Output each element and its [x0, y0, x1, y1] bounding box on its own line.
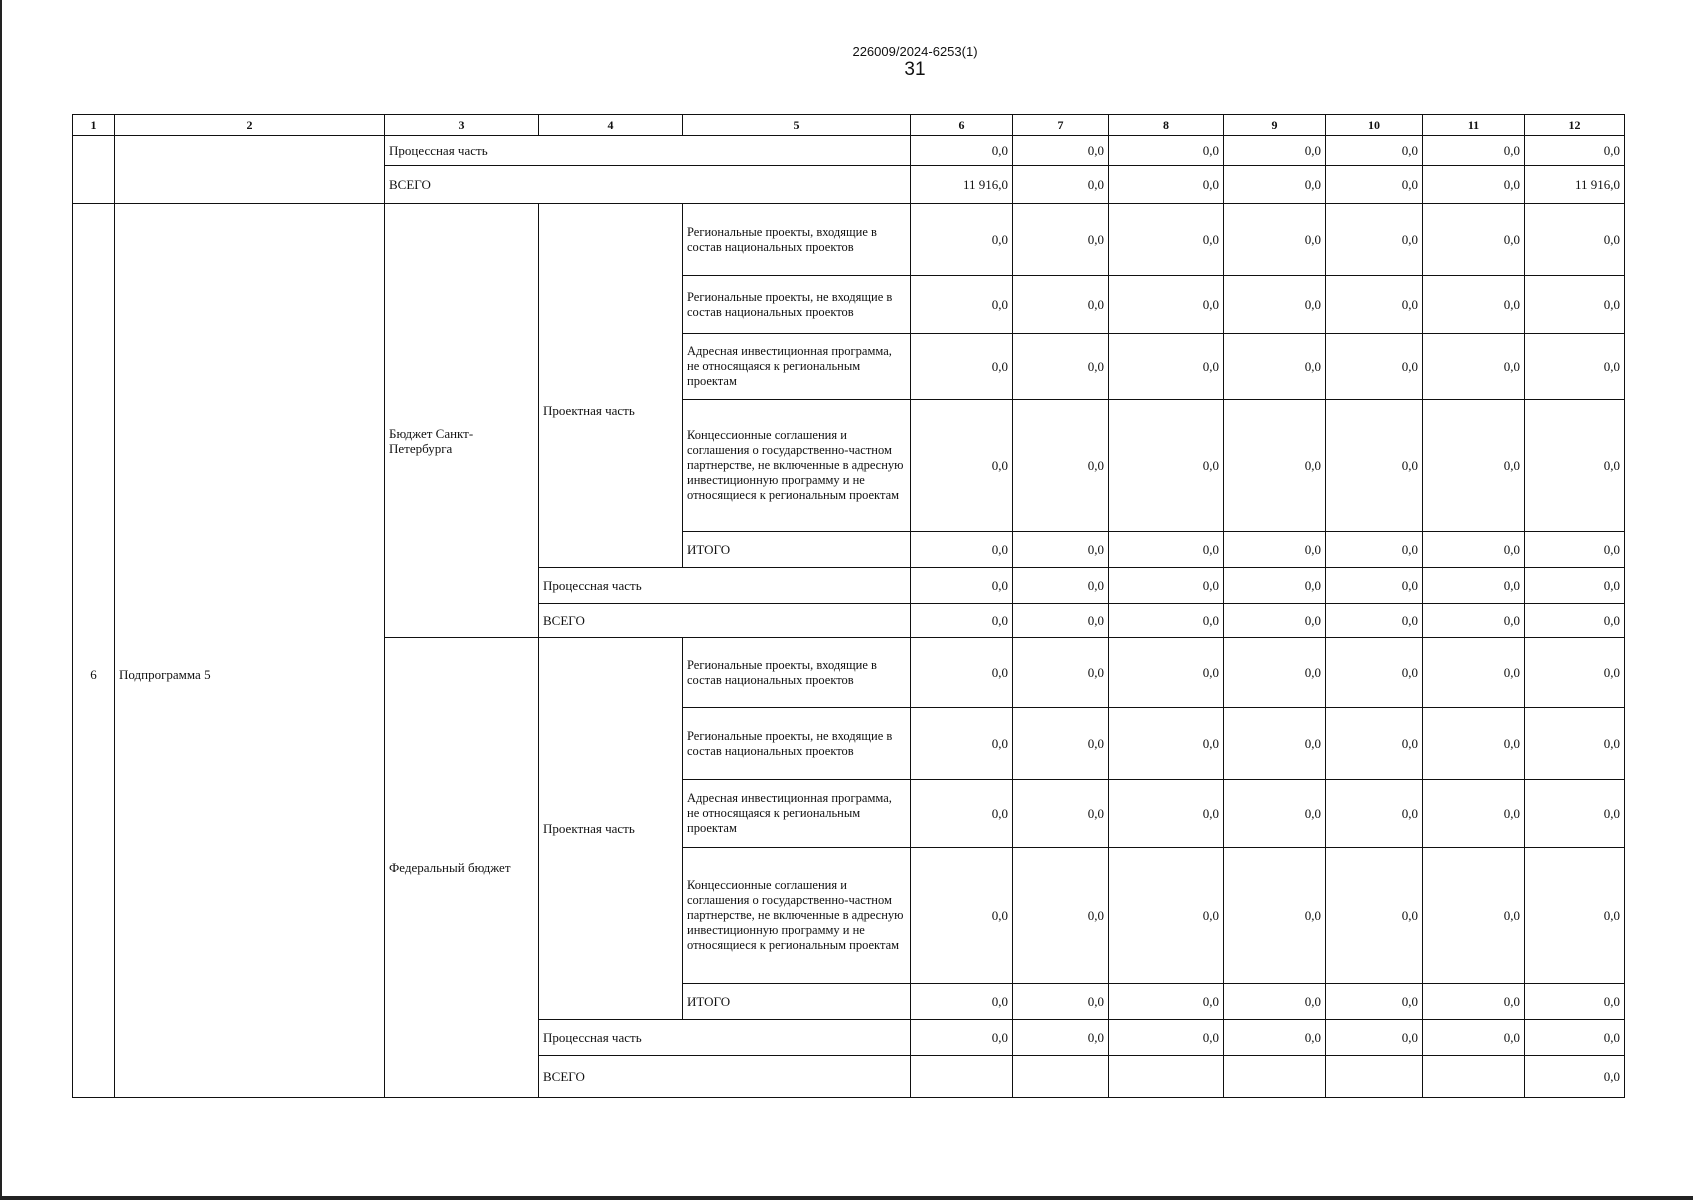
value-cell: 0,0	[911, 532, 1013, 568]
value-cell	[1109, 1056, 1224, 1098]
value-cell: 0,0	[911, 848, 1013, 984]
value-cell: 0,0	[1109, 1020, 1224, 1056]
value-cell: 0,0	[1013, 638, 1109, 708]
value-cell: 0,0	[911, 604, 1013, 638]
value-cell	[1423, 1056, 1525, 1098]
column-header: 11	[1423, 115, 1525, 136]
column-header: 7	[1013, 115, 1109, 136]
value-cell: 0,0	[911, 334, 1013, 400]
value-cell: 0,0	[1423, 136, 1525, 166]
value-cell: 0,0	[1326, 136, 1423, 166]
value-cell	[1326, 1056, 1423, 1098]
value-cell: 0,0	[1326, 780, 1423, 848]
funding-source: Бюджет Санкт-Петербурга	[385, 204, 539, 638]
value-cell: 0,0	[1423, 604, 1525, 638]
document-registration-number: 226009/2024-6253(1)	[852, 44, 978, 59]
value-cell: 0,0	[1224, 984, 1326, 1020]
value-cell: 0,0	[1224, 166, 1326, 204]
value-cell: 0,0	[1109, 532, 1224, 568]
direction-label: Региональные проекты, не входящие в состав национальных проектов	[683, 276, 911, 334]
value-cell: 0,0	[1326, 276, 1423, 334]
process-label: Процессная часть	[385, 136, 911, 166]
value-cell: 0,0	[911, 780, 1013, 848]
value-cell: 0,0	[1109, 708, 1224, 780]
column-header: 4	[539, 115, 683, 136]
value-cell: 0,0	[1326, 568, 1423, 604]
value-cell: 0,0	[1224, 708, 1326, 780]
column-header: 2	[115, 115, 385, 136]
value-cell: 11 916,0	[911, 166, 1013, 204]
value-cell: 0,0	[1525, 780, 1625, 848]
funding-source: Федеральный бюджет	[385, 638, 539, 1098]
value-cell: 0,0	[1109, 166, 1224, 204]
column-header: 6	[911, 115, 1013, 136]
value-cell	[1013, 1056, 1109, 1098]
value-cell: 0,0	[1224, 400, 1326, 532]
value-cell: 0,0	[1224, 276, 1326, 334]
value-cell: 0,0	[1423, 204, 1525, 276]
value-cell: 0,0	[1013, 334, 1109, 400]
process-label: Процессная часть	[539, 568, 911, 604]
value-cell: 0,0	[1109, 400, 1224, 532]
page-left-edge	[0, 0, 2, 1200]
value-cell: 0,0	[1224, 1020, 1326, 1056]
column-header: 5	[683, 115, 911, 136]
value-cell: 0,0	[1525, 848, 1625, 984]
subprogram-name: Подпрограмма 5	[115, 204, 385, 1098]
value-cell: 0,0	[1224, 532, 1326, 568]
value-cell: 0,0	[1525, 334, 1625, 400]
value-cell: 0,0	[1326, 1020, 1423, 1056]
value-cell: 0,0	[1423, 848, 1525, 984]
column-header: 9	[1224, 115, 1326, 136]
value-cell: 0,0	[1013, 276, 1109, 334]
process-row	[73, 136, 1625, 166]
direction-label: Адресная инвестиционная программа, не относящаяся к региональным проектам	[683, 780, 911, 848]
subtotal-label: ИТОГО	[683, 984, 911, 1020]
value-cell: 0,0	[1109, 136, 1224, 166]
value-cell: 0,0	[911, 276, 1013, 334]
value-cell: 0,0	[1224, 604, 1326, 638]
value-cell: 0,0	[1423, 166, 1525, 204]
column-header: 10	[1326, 115, 1423, 136]
value-cell: 0,0	[1013, 166, 1109, 204]
direction-label: Концессионные соглашения и соглашения о государственно-частном партнерстве, не включенные в адресную инвестиционную программу и не относящиеся к региональным проектам	[683, 848, 911, 984]
direction-label: Региональные проекты, входящие в состав национальных проектов	[683, 204, 911, 276]
value-cell: 0,0	[1013, 400, 1109, 532]
value-cell: 0,0	[1525, 532, 1625, 568]
project-part-label: Проектная часть	[539, 204, 683, 568]
value-cell: 0,0	[1013, 136, 1109, 166]
value-cell: 0,0	[1109, 568, 1224, 604]
value-cell: 0,0	[911, 568, 1013, 604]
value-cell: 0,0	[1326, 532, 1423, 568]
value-cell: 0,0	[1224, 780, 1326, 848]
table-row	[73, 204, 1625, 276]
column-header: 3	[385, 115, 539, 136]
value-cell: 0,0	[911, 136, 1013, 166]
value-cell: 0,0	[1423, 708, 1525, 780]
value-cell	[1224, 1056, 1326, 1098]
value-cell: 0,0	[911, 708, 1013, 780]
value-cell: 0,0	[1326, 604, 1423, 638]
value-cell: 0,0	[1109, 204, 1224, 276]
value-cell: 0,0	[911, 400, 1013, 532]
subtotal-label: ИТОГО	[683, 532, 911, 568]
value-cell: 0,0	[1109, 638, 1224, 708]
value-cell: 0,0	[1326, 400, 1423, 532]
document-header	[0, 44, 1693, 81]
column-header: 12	[1525, 115, 1625, 136]
process-label: Процессная часть	[539, 1020, 911, 1056]
value-cell: 0,0	[1013, 984, 1109, 1020]
value-cell: 0,0	[1013, 204, 1109, 276]
column-header: 1	[73, 115, 115, 136]
value-cell: 0,0	[1013, 780, 1109, 848]
value-cell: 0,0	[1013, 532, 1109, 568]
value-cell: 0,0	[911, 984, 1013, 1020]
value-cell: 0,0	[1224, 638, 1326, 708]
value-cell: 0,0	[1423, 1020, 1525, 1056]
value-cell: 0,0	[1326, 334, 1423, 400]
value-cell: 0,0	[1109, 334, 1224, 400]
value-cell: 0,0	[1423, 400, 1525, 532]
value-cell: 0,0	[1224, 136, 1326, 166]
total-label: ВСЕГО	[539, 604, 911, 638]
column-header: 8	[1109, 115, 1224, 136]
value-cell: 0,0	[1423, 984, 1525, 1020]
value-cell: 0,0	[1109, 604, 1224, 638]
value-cell: 0,0	[1525, 276, 1625, 334]
value-cell: 0,0	[1326, 166, 1423, 204]
program-name-cell	[115, 136, 385, 204]
value-cell: 0,0	[1224, 204, 1326, 276]
column-numbers-row	[73, 115, 1625, 136]
value-cell: 0,0	[911, 1020, 1013, 1056]
value-cell: 0,0	[1109, 780, 1224, 848]
value-cell: 0,0	[1326, 638, 1423, 708]
value-cell	[911, 1056, 1013, 1098]
value-cell: 11 916,0	[1525, 166, 1625, 204]
value-cell: 0,0	[1109, 276, 1224, 334]
total-label: ВСЕГО	[539, 1056, 911, 1098]
value-cell: 0,0	[1423, 568, 1525, 604]
page-bottom-edge	[0, 1196, 1693, 1200]
value-cell: 0,0	[1423, 532, 1525, 568]
value-cell: 0,0	[1525, 204, 1625, 276]
value-cell: 0,0	[911, 638, 1013, 708]
total-label: ВСЕГО	[385, 166, 911, 204]
value-cell: 0,0	[1525, 568, 1625, 604]
value-cell: 0,0	[1224, 334, 1326, 400]
value-cell: 0,0	[1525, 638, 1625, 708]
direction-label: Адресная инвестиционная программа, не относящаяся к региональным проектам	[683, 334, 911, 400]
value-cell: 0,0	[1525, 400, 1625, 532]
value-cell: 0,0	[1013, 604, 1109, 638]
value-cell: 0,0	[1525, 984, 1625, 1020]
subprogram-number: 6	[73, 204, 115, 1098]
value-cell: 0,0	[1326, 708, 1423, 780]
value-cell: 0,0	[1423, 780, 1525, 848]
table-body	[73, 115, 1625, 1098]
direction-label: Региональные проекты, входящие в состав национальных проектов	[683, 638, 911, 708]
value-cell: 0,0	[1525, 1020, 1625, 1056]
value-cell: 0,0	[1525, 708, 1625, 780]
value-cell: 0,0	[1013, 568, 1109, 604]
value-cell: 0,0	[1326, 848, 1423, 984]
value-cell: 0,0	[1525, 604, 1625, 638]
value-cell: 0,0	[1423, 334, 1525, 400]
value-cell: 0,0	[1326, 204, 1423, 276]
value-cell: 0,0	[1423, 638, 1525, 708]
financing-table	[72, 114, 1625, 1098]
value-cell: 0,0	[1525, 136, 1625, 166]
direction-label: Концессионные соглашения и соглашения о государственно-частном партнерстве, не включенные в адресную инвестиционную программу и не относящиеся к региональным проектам	[683, 400, 911, 532]
value-cell: 0,0	[1013, 848, 1109, 984]
value-cell: 0,0	[1224, 568, 1326, 604]
value-cell: 0,0	[1326, 984, 1423, 1020]
row-number-cell	[73, 136, 115, 204]
value-cell: 0,0	[1109, 848, 1224, 984]
value-cell: 0,0	[1109, 984, 1224, 1020]
value-cell: 0,0	[1525, 1056, 1625, 1098]
value-cell: 0,0	[1423, 276, 1525, 334]
value-cell: 0,0	[911, 204, 1013, 276]
project-part-label: Проектная часть	[539, 638, 683, 1020]
value-cell: 0,0	[1013, 1020, 1109, 1056]
value-cell: 0,0	[1013, 708, 1109, 780]
direction-label: Региональные проекты, не входящие в состав национальных проектов	[683, 708, 911, 780]
value-cell: 0,0	[1224, 848, 1326, 984]
page-number: 31	[904, 59, 926, 80]
